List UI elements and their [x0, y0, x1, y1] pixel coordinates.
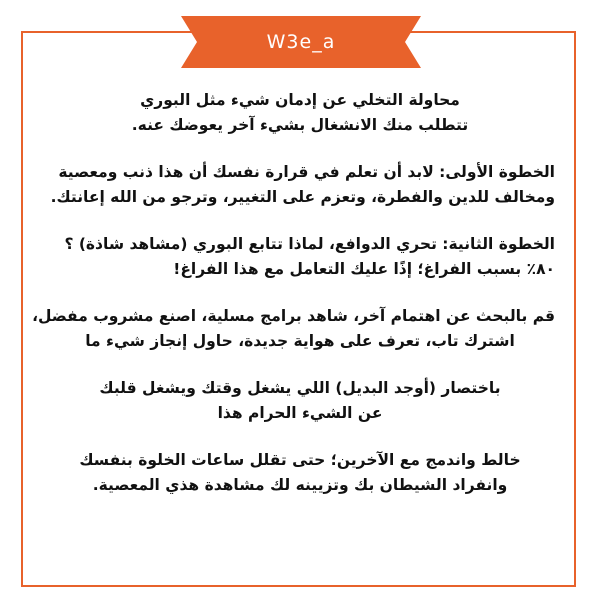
paragraph-summary [45, 376, 555, 426]
paragraph-step-two [45, 232, 555, 282]
article-body [32, 88, 555, 520]
paragraph-line: اشترك تاب، تعرف على هواية جديدة، حاول إنجاز شيء ما [85, 332, 515, 350]
paragraph-line: الخطوة الثانية: تحري الدوافع، لماذا تتابع البوري (مشاهد شاذة) ؟ [64, 235, 555, 253]
paragraph-intro [45, 88, 555, 138]
paragraph-line: الخطوة الأولى: لابد أن تعلم في قرارة نفسك أن هذا ذنب ومعصية [58, 163, 555, 181]
paragraph-line: ٨٠٪ بسبب الفراغ؛ إذًا عليك التعامل مع هذا الفراغ! [173, 260, 555, 278]
paragraph-alternatives [32, 304, 555, 354]
paragraph-line: وانفراد الشيطان بك وتزيينه لك مشاهدة هذي المعصية. [92, 476, 508, 494]
paragraph-line: تتطلب منك الانشغال بشيء آخر يعوضك عنه. [131, 116, 469, 134]
paragraph-line: باختصار (أوجد البديل) اللي يشغل وقتك ويشغل قلبك [99, 379, 501, 397]
paragraph-line: ومخالف للدين والفطرة، وتعزم على التغيير، وترجو من الله إعانتك. [50, 188, 555, 206]
paragraph-line: عن الشيء الحرام هذا [217, 404, 383, 422]
title-ribbon [181, 16, 421, 68]
paragraph-line: خالط واندمج مع الآخرين؛ حتى تقلل ساعات الخلوة بنفسك [79, 451, 521, 469]
ribbon-label: W3e_a [266, 31, 336, 53]
paragraph-line: قم بالبحث عن اهتمام آخر، شاهد برامج مسلية، اصنع مشروب مفضل، [32, 307, 555, 325]
paragraph-step-one [45, 160, 555, 210]
paragraph-socialize [45, 448, 555, 498]
paragraph-line: محاولة التخلي عن إدمان شيء مثل البوري [140, 91, 460, 109]
